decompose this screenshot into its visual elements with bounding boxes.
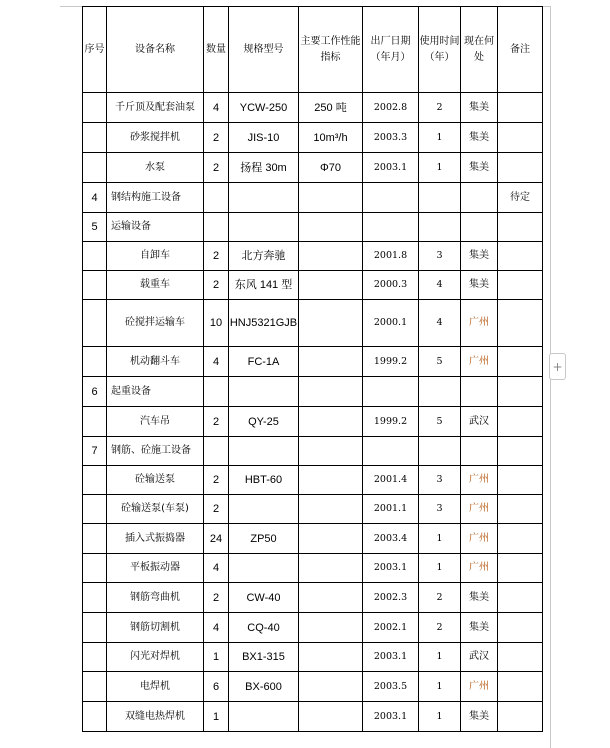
cell-date: 1999.2 [363,347,419,377]
cell-years: 1 [419,554,461,583]
cell-date: 2003.1 [363,153,419,183]
cell-name: 砂浆搅拌机 [107,123,204,153]
table-row [83,437,543,466]
cell-date [363,213,419,242]
cell-perf: 250 吨 [299,93,363,123]
cell-years: 1 [419,123,461,153]
cell-perf [299,583,363,613]
cell-perf [299,495,363,524]
table-row [83,613,543,643]
table-row [83,672,543,702]
cell-location: 集美 [461,613,498,643]
cell-qty: 4 [204,554,229,583]
cell-name: 载重车 [107,271,204,300]
table-row [83,702,543,732]
cell-years: 3 [419,495,461,524]
cell-model [229,377,299,407]
table-row [83,466,543,495]
cell-seq: 6 [83,377,107,407]
cell-seq [83,643,107,672]
cell-years: 1 [419,702,461,732]
cell-perf [299,377,363,407]
table-row [83,242,543,271]
cell-years [419,437,461,466]
cell-date: 1999.2 [363,407,419,437]
cell-model: BX-600 [229,672,299,702]
cell-seq [83,466,107,495]
cell-perf [299,672,363,702]
cell-date: 2003.5 [363,672,419,702]
cell-date: 2002.8 [363,93,419,123]
cell-date [363,377,419,407]
table-row [83,347,543,377]
cell-qty: 2 [204,271,229,300]
header-perf: 主要工作性能指标 [299,7,363,93]
cell-years [419,377,461,407]
cell-perf [299,437,363,466]
cell-perf: Φ70 [299,153,363,183]
cell-location [461,213,498,242]
cell-location: 广州 [461,672,498,702]
cell-years: 5 [419,407,461,437]
cell-date: 2002.3 [363,583,419,613]
cell-model: YCW-250 [229,93,299,123]
cell-seq [83,672,107,702]
cell-location: 集美 [461,123,498,153]
cell-qty: 2 [204,407,229,437]
table-row [83,643,543,672]
table-row [83,271,543,300]
cell-name: 平板振动器 [107,554,204,583]
cell-note [498,377,543,407]
cell-years [419,183,461,213]
cell-model [229,702,299,732]
header-qty: 数量 [204,7,229,93]
cell-note [498,613,543,643]
cell-qty: 4 [204,93,229,123]
cell-location: 集美 [461,583,498,613]
cell-model [229,495,299,524]
cell-name: 运输设备 [107,213,204,242]
cell-model: 东风 141 型 [229,271,299,300]
table-row [83,213,543,242]
cell-note [498,524,543,554]
cell-qty: 24 [204,524,229,554]
cell-note [498,271,543,300]
cell-model [229,213,299,242]
cell-seq [83,347,107,377]
table-row [83,377,543,407]
cell-name: 钢筋、砼施工设备 [107,437,204,466]
cell-model: CQ-40 [229,613,299,643]
cell-years: 3 [419,242,461,271]
cell-seq [83,123,107,153]
cell-name: 汽车吊 [107,407,204,437]
cell-model [229,437,299,466]
cell-model: ZP50 [229,524,299,554]
cell-perf [299,643,363,672]
cell-name: 插入式振捣器 [107,524,204,554]
cell-seq: 7 [83,437,107,466]
table-row [83,153,543,183]
cell-note [498,153,543,183]
cell-perf [299,347,363,377]
cell-qty: 2 [204,153,229,183]
header-row [83,7,543,93]
cell-years: 4 [419,271,461,300]
cell-name: 水泵 [107,153,204,183]
cell-seq [83,300,107,347]
cell-model: QY-25 [229,407,299,437]
cell-name: 砼输送泵 [107,466,204,495]
cell-note [498,583,543,613]
cell-years: 2 [419,583,461,613]
cell-note [498,466,543,495]
cell-note [498,213,543,242]
cell-date [363,183,419,213]
cell-model: 北方奔驰 [229,242,299,271]
cell-perf [299,213,363,242]
cell-model: HNJ5321GJB [229,300,299,347]
cell-location: 武汉 [461,407,498,437]
cell-seq: 5 [83,213,107,242]
cell-note [498,437,543,466]
header-model: 规格型号 [229,7,299,93]
cell-note [498,242,543,271]
cell-location [461,183,498,213]
cell-perf [299,466,363,495]
cell-location: 广州 [461,466,498,495]
cell-note [498,495,543,524]
cell-years: 4 [419,300,461,347]
table-row [83,524,543,554]
cell-name: 钢筋切割机 [107,613,204,643]
cell-model: CW-40 [229,583,299,613]
cell-seq [83,93,107,123]
cell-qty: 4 [204,613,229,643]
cell-qty: 6 [204,672,229,702]
cell-note [498,643,543,672]
cell-years: 5 [419,347,461,377]
cell-perf [299,554,363,583]
header-note: 备注 [498,7,543,93]
table-row [83,300,543,347]
cell-model: FC-1A [229,347,299,377]
cell-qty: 2 [204,495,229,524]
cell-date: 2001.1 [363,495,419,524]
cell-years: 1 [419,153,461,183]
cell-years: 2 [419,93,461,123]
cell-location: 集美 [461,702,498,732]
cell-seq [83,583,107,613]
cell-date: 2000.1 [363,300,419,347]
cell-name: 起重设备 [107,377,204,407]
cell-name: 机动翻斗车 [107,347,204,377]
cell-perf [299,183,363,213]
table-body [83,93,543,732]
cell-qty: 10 [204,300,229,347]
cell-perf [299,613,363,643]
cell-qty: 2 [204,583,229,613]
cell-perf [299,407,363,437]
cell-note [498,300,543,347]
cell-years: 2 [419,613,461,643]
cell-qty: 1 [204,643,229,672]
cell-years: 1 [419,672,461,702]
cell-model: HBT-60 [229,466,299,495]
cell-qty [204,213,229,242]
cell-perf [299,524,363,554]
cell-location: 集美 [461,93,498,123]
cell-seq [83,554,107,583]
cell-location: 武汉 [461,643,498,672]
table-row [83,495,543,524]
cell-qty [204,183,229,213]
cell-note [498,347,543,377]
cell-model: JIS-10 [229,123,299,153]
cell-date: 2002.1 [363,613,419,643]
cell-name: 双缝电热焊机 [107,702,204,732]
cell-date: 2001.8 [363,242,419,271]
cell-seq: 4 [83,183,107,213]
cell-date: 2003.1 [363,643,419,672]
cell-seq [83,524,107,554]
cell-location: 集美 [461,242,498,271]
header-seq: 序号 [83,7,107,93]
cell-name: 电焊机 [107,672,204,702]
cell-perf [299,271,363,300]
cell-location: 广州 [461,554,498,583]
header-name: 设备名称 [107,7,204,93]
table-row [83,123,543,153]
cell-qty: 2 [204,242,229,271]
cell-location: 广州 [461,524,498,554]
cell-name: 砼输送泵(车泵) [107,495,204,524]
cell-years: 1 [419,643,461,672]
cell-date [363,437,419,466]
cell-location: 广州 [461,495,498,524]
cell-qty: 4 [204,347,229,377]
cell-seq [83,495,107,524]
cell-qty [204,437,229,466]
cell-perf [299,702,363,732]
cell-perf: 10m³/h [299,123,363,153]
cell-location [461,437,498,466]
cell-model [229,183,299,213]
table-row [83,554,543,583]
cell-seq [83,702,107,732]
cell-name: 砼搅拌运输车 [107,300,204,347]
equipment-table [82,6,543,732]
cell-date: 2003.4 [363,524,419,554]
cell-name: 钢结构施工设备 [107,183,204,213]
cell-location: 广州 [461,300,498,347]
table-row [83,183,543,213]
cell-years [419,213,461,242]
cell-seq [83,242,107,271]
cell-date: 2003.1 [363,702,419,732]
cell-note [498,554,543,583]
cell-perf [299,242,363,271]
table-row [83,407,543,437]
table-row [83,93,543,123]
table-row [83,583,543,613]
cell-years: 3 [419,466,461,495]
cell-qty: 1 [204,702,229,732]
cell-seq [83,271,107,300]
cell-note [498,702,543,732]
cell-date: 2003.1 [363,554,419,583]
cell-note [498,93,543,123]
cell-qty: 2 [204,466,229,495]
cell-qty [204,377,229,407]
cell-date: 2000.3 [363,271,419,300]
cell-location: 广州 [461,347,498,377]
cell-name: 闪光对焊机 [107,643,204,672]
cell-seq [83,613,107,643]
cell-model: 扬程 30m [229,153,299,183]
cell-name: 钢筋弯曲机 [107,583,204,613]
cell-note [498,672,543,702]
cell-location: 集美 [461,271,498,300]
cell-seq [83,407,107,437]
cell-qty: 2 [204,123,229,153]
cell-date: 2003.3 [363,123,419,153]
header-location: 现在何处 [461,7,498,93]
cell-location: 集美 [461,153,498,183]
cell-name: 千斤顶及配套油泵 [107,93,204,123]
cell-note: 待定 [498,183,543,213]
cell-seq [83,153,107,183]
cell-years: 1 [419,524,461,554]
cell-note [498,123,543,153]
header-date: 出厂日期（年月） [363,7,419,93]
cell-perf [299,300,363,347]
header-years: 使用时间（年） [419,7,461,93]
collapse-toggle-button[interactable]: + [549,353,566,380]
cell-note [498,407,543,437]
cell-model: BX1-315 [229,643,299,672]
cell-name: 自卸车 [107,242,204,271]
cell-model [229,554,299,583]
cell-date: 2001.4 [363,466,419,495]
cell-location [461,377,498,407]
